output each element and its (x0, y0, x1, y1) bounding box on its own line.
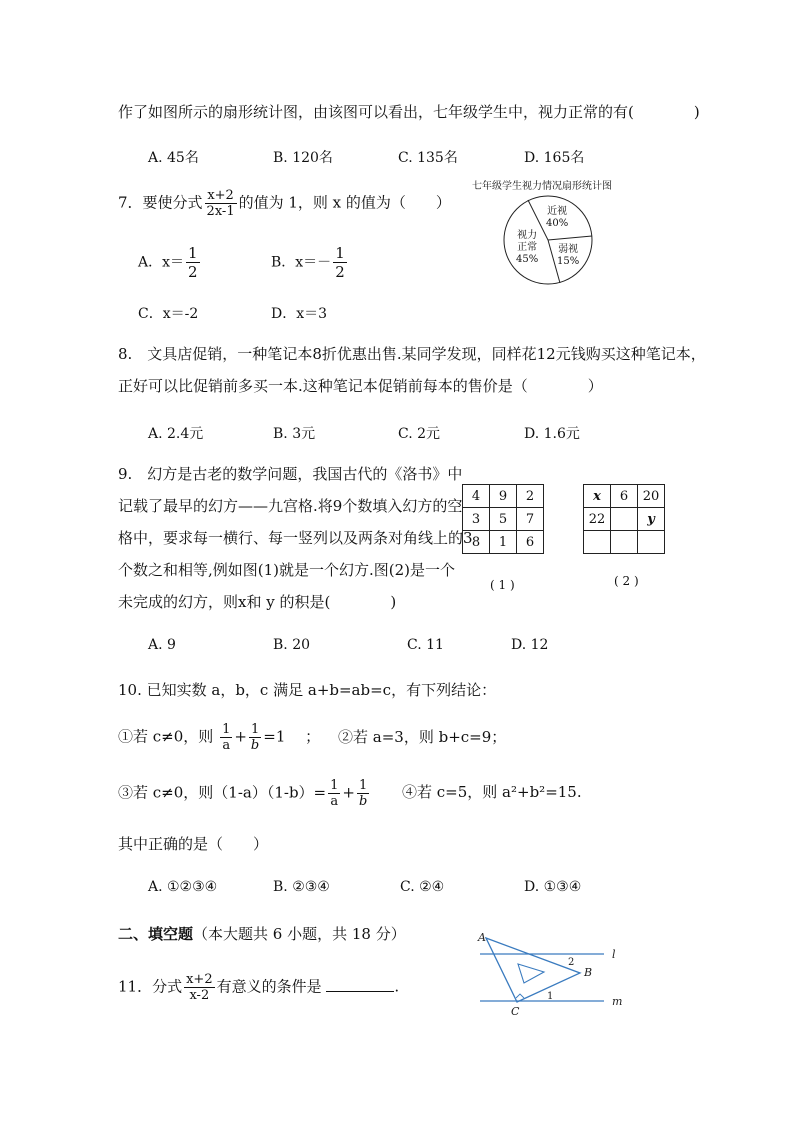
pie-near-pct: 40% (546, 218, 569, 229)
grid1-cell: 7 (517, 508, 544, 531)
pie-weak-label: 弱视 (558, 244, 579, 255)
q11-answer-blank (326, 977, 394, 992)
q8-option-b: B. 3元 (273, 426, 316, 442)
q10-c3-frac-b (357, 778, 369, 809)
grid1-cell: 6 (517, 531, 544, 554)
q8-option-c: C. 2元 (398, 426, 441, 442)
pie-normal-pct: 45% (516, 254, 539, 265)
q8-line1: 8. 文具店促销，一种笔记本8折优惠出售.某同学发现，同样花12元钱购买这种笔记本， (118, 345, 706, 363)
q10-ask: 其中正确的是（ ） (118, 835, 269, 853)
grid2-cell-y: y (638, 508, 665, 531)
q10-c3-frac-b-den: b (358, 794, 368, 809)
q7-suffix: 的值为 1，则 x 的值为（ ） (238, 193, 451, 212)
q7-frac-den: 2x-1 (206, 204, 235, 219)
q7-frac-num: x+2 (205, 188, 237, 204)
q7-option-a-num: 1 (188, 244, 198, 262)
section-heading (118, 924, 406, 944)
grid1-cell: 9 (490, 485, 517, 508)
q8-option-d: D. 1.6元 (524, 426, 580, 442)
q6-option-c: C. 135名 (398, 150, 458, 166)
q10-c3-prefix: ③若 c≠0，则（1-a）（1-b）= (118, 783, 327, 802)
q9-line3: 格中，要求每一横行、每一竖列以及两条对角线上的3 (118, 529, 473, 547)
q9-option-c: C. 11 (407, 637, 444, 653)
grid1-caption: ( 1 ) (490, 578, 515, 592)
q10-c1-prefix: ①若 c≠0，则 (118, 727, 214, 746)
q10-c1-suffix: =1 ； (263, 727, 321, 746)
q8-line2: 正好可以比促销前多买一本.这种笔记本促销前每本的售价是（ ） (118, 377, 603, 395)
triangle-outer (486, 938, 580, 1002)
grid2-caption: ( 2 ) (614, 574, 639, 588)
magic-square-1 (462, 484, 544, 554)
q10-conclusion-4: ④若 c=5，则 a²+b²=15. (402, 783, 582, 801)
grid1-cell: 3 (463, 508, 490, 531)
q10-c1-frac-b-num: 1 (249, 722, 261, 738)
q7-option-d: D．x＝3 (271, 306, 328, 322)
q7-option-b-frac (333, 244, 347, 281)
pie-normal-label2: 正常 (517, 242, 538, 253)
q7-option-a (138, 244, 202, 281)
q7-stem (118, 188, 451, 219)
q7-option-b-num: 1 (335, 244, 345, 262)
grid2-cell: 22 (584, 508, 611, 531)
q7-option-a-frac (186, 244, 200, 281)
grid1-cell: 4 (463, 485, 490, 508)
q10-c1-frac-a-den: a (222, 738, 231, 753)
q10-stem: 10. 已知实数 a，b，c 满足 a+b=ab=c，有下列结论： (118, 681, 497, 699)
q9-line2: 记载了最早的幻方——九宫格.将9个数填入幻方的空 (118, 497, 463, 515)
triangle-figure (472, 928, 632, 1018)
pie-normal-slice (516, 230, 538, 266)
pie-near-slice (546, 206, 568, 230)
grid1-cell: 1 (490, 531, 517, 554)
label-l: l (612, 948, 616, 961)
label-m: m (612, 995, 623, 1008)
grid2-cell: 6 (611, 485, 638, 508)
q7-option-b-prefix: B．x＝－ (271, 254, 332, 271)
grid2-cell (638, 531, 665, 554)
grid1-cell: 2 (517, 485, 544, 508)
q9-line1: 9. 幻方是古老的数学问题，我国古代的《洛书》中 (118, 465, 463, 483)
q10-option-d: D. ①③④ (524, 879, 582, 895)
q6-option-a: A. 45名 (148, 150, 199, 166)
q9-option-a: A. 9 (148, 637, 176, 653)
q7-option-a-den: 2 (188, 263, 198, 281)
label-C: C (511, 1005, 520, 1018)
q10-option-c: C. ②④ (400, 879, 445, 895)
section-note: （本大题共 6 小题，共 18 分） (193, 925, 406, 943)
q10-conclusion-1: ①若 c≠0，则 $\frac{1}{a}$ + $\frac{1}{b}$ =1 ； (118, 722, 321, 753)
q6-option-b: B. 120名 (273, 150, 333, 166)
q7-prefix: 7．要使分式 (118, 193, 203, 212)
pie-normal-label1: 视力 (517, 230, 538, 241)
q11-frac-num: x+2 (186, 972, 213, 987)
q11-stem: 11．分式 $\frac{x+2}{x-2}$ 有意义的条件是 . (118, 972, 400, 1003)
q10-c1-frac-a-num: 1 (222, 722, 231, 737)
q10-c1-frac-b-den: b (250, 738, 260, 753)
q10-option-b: B. ②③④ (273, 879, 330, 895)
angle-1: 1 (547, 991, 554, 1002)
q10-c3-frac-a-den: a (330, 794, 339, 809)
q10-option-a: A. ①②③④ (148, 879, 218, 895)
q7-fraction (205, 188, 237, 219)
q7-option-c: C．x＝-2 (138, 306, 199, 322)
grid2-cell (611, 531, 638, 554)
q11-frac-den: x-2 (189, 988, 210, 1003)
q11-prefix: 11．分式 (118, 977, 183, 996)
angle-2: 2 (568, 957, 575, 968)
pie-weak-slice (557, 244, 579, 268)
grid2-cell (611, 508, 638, 531)
q10-c3-frac-b-num: 1 (357, 778, 369, 794)
grid1-cell: 8 (463, 531, 490, 554)
grid2-cell: 20 (638, 485, 665, 508)
q9-option-b: B. 20 (273, 637, 311, 653)
pie-title: 七年级学生视力情况扇形统计图 (472, 181, 612, 192)
q6-option-d: D. 165名 (524, 150, 585, 166)
q10-conclusion-2: ②若 a=3，则 b+c=9； (338, 728, 507, 746)
q11-suffix: 有意义的条件是 (216, 977, 322, 996)
q10-c1-frac-a (220, 722, 232, 753)
grid2-cell (584, 531, 611, 554)
q9-option-d: D. 12 (511, 637, 549, 653)
q6-stem: 作了如图所示的扇形统计图，由该图可以看出，七年级学生中，视力正常的有( ) (118, 103, 700, 121)
q7-option-b-den: 2 (335, 263, 345, 281)
q7-option-a-prefix: A．x＝ (138, 254, 185, 271)
triangle-inner (518, 964, 544, 983)
grid2-cell-x: x (584, 485, 611, 508)
q7-option-b (271, 244, 349, 281)
right-angle-mark (516, 994, 524, 998)
section-title: 二、填空题 (118, 925, 194, 943)
grid1-cell: 5 (490, 508, 517, 531)
q9-line4: 个数之和相等,例如图(1)就是一个幻方.图(2)是一个 (118, 561, 456, 579)
q8-option-a: A. 2.4元 (148, 426, 204, 442)
magic-square-2 (583, 484, 665, 554)
q10-c3-frac-a-num: 1 (330, 778, 339, 793)
q11-fraction (184, 972, 215, 1003)
q10-c3-frac-a (328, 778, 340, 809)
q10-c1-frac-b (249, 722, 261, 753)
pie-near-label: 近视 (547, 206, 568, 217)
q10-conclusion-3: ③若 c≠0，则（1-a）（1-b）= $\frac{1}{a}$ + $\frac{1}{b}$ (118, 778, 368, 809)
pie-weak-pct: 15% (557, 256, 580, 267)
q9-line5: 未完成的幻方，则x和 y 的积是( ) (118, 593, 397, 611)
label-B: B (584, 966, 593, 979)
label-A: A (478, 931, 486, 944)
